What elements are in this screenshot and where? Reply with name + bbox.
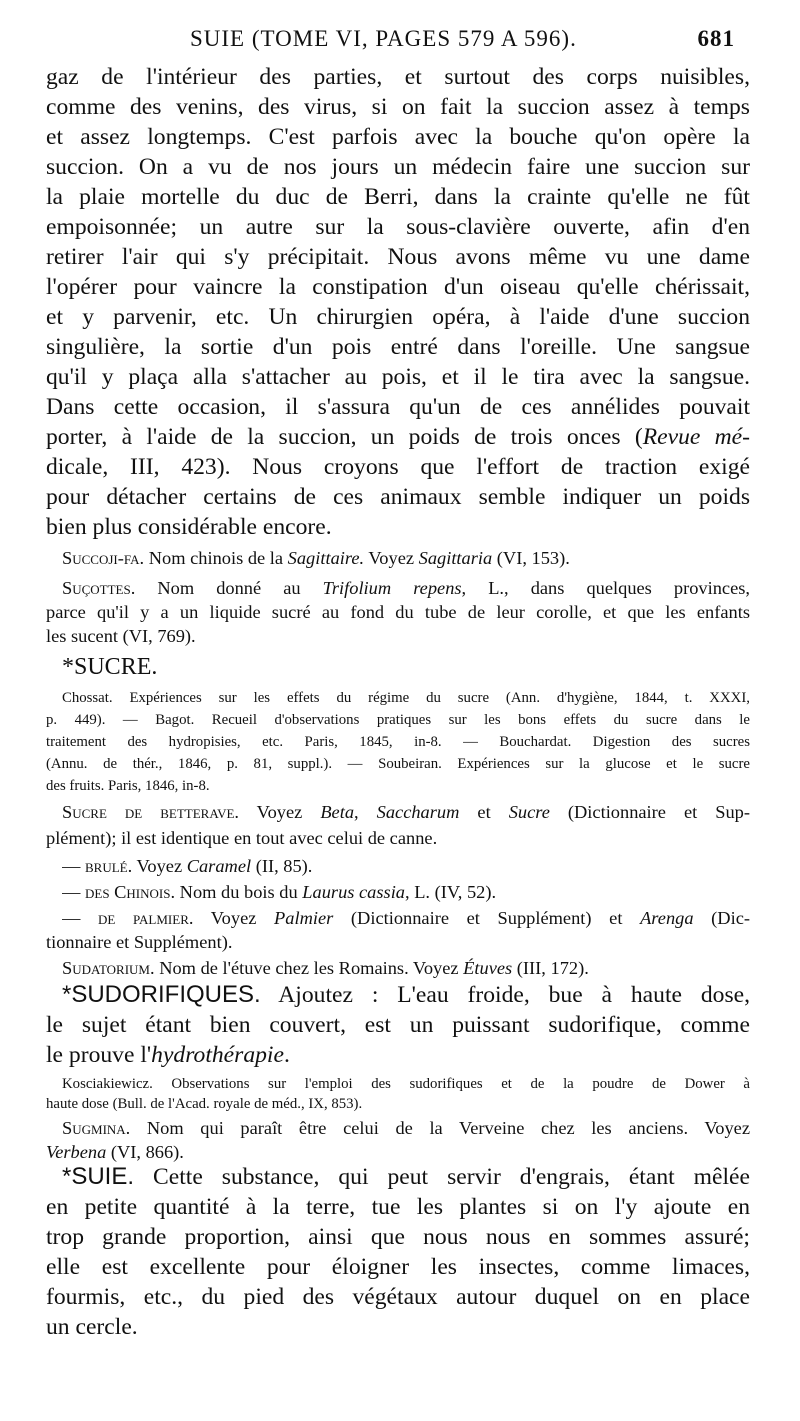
entry-sugmina [62,1116,750,1140]
body-line: bien plus considérable encore. [46,514,332,540]
entry-text: , [354,802,377,822]
bibliography-line: des fruits. Paris, 1846, in-8. [46,778,210,794]
entry-text: Nom de l'étuve chez les Romains. Voyez [154,958,464,978]
entry-text: Voyez [239,802,321,822]
entry-italic: Verbena [46,1142,107,1162]
entry-text: le prouve l' [46,1042,152,1068]
body-line: dicale, III, 423). Nous croyons que l'effort de traction exigé [46,454,750,480]
entry-sucre-palmier-line: tionnaire et Supplément). [46,932,233,952]
body-line: Dans cette occasion, il s'assura qu'un de ces annélides pouvait [46,394,750,420]
entry-text: Voyez [193,908,275,928]
entry-italic: Caramel [186,856,252,876]
entry-text: Voyez [132,856,187,876]
entry-italic: Étuves [463,958,513,978]
body-line: gaz de l'intérieur des parties, et surtout des corps nuisibles, [46,64,750,90]
entry-headword: Sucre de betterave. [62,802,239,822]
body-line: la plaie mortelle du duc de Berri, dans la crainte qu'elle ne fût [46,184,750,210]
body-line: qu'il y plaça alla s'attacher au pois, et il le tira avec la sangsue. [46,364,750,390]
entry-italic: Beta [320,802,355,822]
entry-text: Nom qui paraît être celui de la Verveine chez les anciens. Voyez [130,1118,750,1138]
entry-dash: — [62,856,85,876]
entry-text: (Dictionnaire et Sup- [549,802,750,822]
entry-text: , L. (IV, 52). [405,882,497,902]
body-line: succion. On a vu de nos jours un médecin faire une succion sur [46,154,750,180]
entry-heading: *SUIE. [62,1163,135,1190]
entry-italic: Saccharum [376,802,460,822]
entry-italic: Sucre [508,802,550,822]
entry-succoji-fa [62,546,750,570]
entry-headword: de palmier. [98,908,194,928]
journal-citation: Revue mé- [642,424,750,450]
body-line [46,422,750,452]
entry-sucre-chinois [62,880,750,904]
entry-text: Nom chinois de la [144,548,288,568]
entry-sucottes-line: parce qu'il y a un liquide sucré au fond du tube de leur corolle, et que les enfants [46,602,750,622]
entry-text: Nom donné au [135,578,323,598]
entry-suie-line: trop grande proportion, ainsi que nous nous en sommes assuré; [46,1224,750,1250]
entry-italic: Palmier [274,908,334,928]
entry-sucre-betterave-line: plément); il est identique en tout avec celui de canne. [46,828,438,848]
entry-text: Ajoutez : L'eau froide, bue à haute dose, [260,982,750,1008]
entry-italic: hydrothérapie [151,1042,284,1068]
entry-text: , L., dans quelques provinces, [461,578,750,598]
body-line: comme des venins, des virus, si on fait la succion assez à temps [46,94,750,120]
entry-dash: — [62,882,85,902]
entry-italic: Trifolium repens [322,578,462,598]
entry-sugmina-line [46,1140,750,1164]
bibliography-line: Kosciakiewicz. Observations sur l'emploi des sudorifiques et de la poudre de Dower à [62,1076,750,1092]
entry-heading: *SUDORIFIQUES. [62,981,261,1008]
entry-sudorifiques-line [46,1040,750,1070]
entry-text: (VI, 866). [106,1142,184,1162]
body-line: empoisonnée; un autre sur la sous-clavière ouverte, afin d'en [46,214,750,240]
entry-suie-line: en petite quantité à la terre, tue les plantes si on l'y ajoute en [46,1194,750,1220]
entry-headword: Sudatorium. [62,958,155,978]
body-line: pour détacher certains de ces animaux semble indiquer un poids [46,484,750,510]
entry-headword: Succoji-fa. [62,548,145,568]
entry-headword: des Chinois. [85,882,176,902]
bibliography-line: haute dose (Bull. de l'Acad. royale de méd., IX, 853). [46,1096,363,1112]
entry-sucre-palmier [62,906,750,930]
entry-text: (VI, 153). [492,548,570,568]
entry-sudatorium [62,956,750,980]
body-line-text: porter, à l'aide de la succion, un poids de trois onces ( [46,424,643,450]
entry-italic: Sagittaire. [287,548,365,568]
page-number: 681 [697,26,735,51]
entry-suie [62,1162,750,1192]
running-head-title: SUIE (TOME VI, PAGES 579 A 596). [190,26,577,51]
body-line: singulière, la sortie d'un pois entré dans l'oreille. Une sangsue [46,334,750,360]
entry-sudorifiques [62,980,750,1010]
entry-headword: Suçottes. [62,578,136,598]
entry-text: Nom du bois du [175,882,303,902]
entry-text: (II, 85). [251,856,313,876]
bibliography-line: (Annu. de thér., 1846, p. 81, suppl.). — Soubeiran. Expériences sur la glucose et le sucre [46,756,750,772]
entry-italic: Laurus cassia [302,882,405,902]
entry-text: . [283,1042,290,1068]
bibliography-line: traitement des hydropisies, etc. Paris, 1845, in-8. — Bouchardat. Digestion des sucres [46,734,750,750]
entry-sucre-betterave [62,800,750,824]
entry-italic: Arenga [640,908,694,928]
entry-sucre-heading: *SUCRE. [62,654,158,680]
entry-sucottes [62,576,750,600]
entry-headword: Sugmina. [62,1118,131,1138]
entry-text: Cette substance, qui peut servir d'engrais, étant mêlée [134,1164,750,1190]
entry-suie-line: elle est excellente pour éloigner les insectes, comme limaces, [46,1254,750,1280]
body-line: et assez longtemps. C'est parfois avec la bouche qu'on opère la [46,124,750,150]
entry-italic: Sagittaria [418,548,493,568]
entry-dash: — [62,908,99,928]
entry-text: (III, 172). [512,958,589,978]
running-head [190,26,735,52]
entry-sudorifiques-line: le sujet étant bien couvert, est un puissant sudorifique, comme [46,1012,750,1038]
entry-suie-line: fourmis, etc., du pied des végétaux autour duquel on en place [46,1284,750,1310]
entry-text: et [459,802,509,822]
body-line: retirer l'air qui s'y précipitait. Nous avons même vu une dame [46,244,750,270]
entry-headword: brulé. [85,856,133,876]
body-line: et y parvenir, etc. Un chirurgien opéra, à l'aide d'une succion [46,304,750,330]
entry-sucre-brule [62,854,750,878]
entry-text: Voyez [364,548,419,568]
body-line: l'opérer pour vaincre la constipation d'un oiseau qu'elle chérissait, [46,274,750,300]
bibliography-line: Chossat. Expériences sur les effets du régime du sucre (Ann. d'hygiène, 1844, t. XXXI, [62,690,750,706]
entry-sucottes-line: les sucent (VI, 769). [46,626,196,646]
entry-text: (Dic- [693,908,750,928]
bibliography-line: p. 449). — Bagot. Recueil d'observations pratiques sur les bons effets du sucre dans le [46,712,750,728]
entry-suie-line: un cercle. [46,1314,138,1340]
entry-text: (Dictionnaire et Supplément) et [333,908,641,928]
